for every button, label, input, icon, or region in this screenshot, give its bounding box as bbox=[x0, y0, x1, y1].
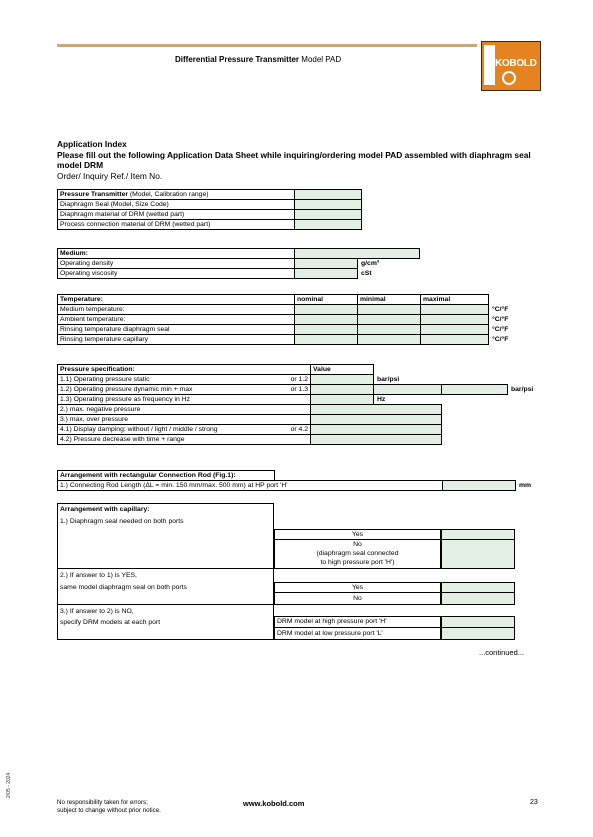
col-nominal: nominal bbox=[295, 295, 358, 305]
col-minimal: minimal bbox=[358, 295, 421, 305]
rinsing-capillary-minimal-input[interactable] bbox=[358, 335, 421, 345]
diaphragm-material-input[interactable] bbox=[295, 210, 362, 220]
table-row bbox=[58, 295, 519, 305]
table-row bbox=[58, 385, 538, 395]
medium-temp-maximal-input[interactable] bbox=[421, 305, 489, 315]
display-damping-input[interactable] bbox=[311, 425, 442, 435]
rinsing-seal-nominal-input[interactable] bbox=[295, 325, 358, 335]
drm-low-input[interactable] bbox=[441, 627, 515, 640]
row-label: Ambient temperature: bbox=[58, 315, 295, 325]
q1-no-note-2: to high pressure port 'H') bbox=[320, 559, 395, 566]
q1-no-input[interactable] bbox=[441, 539, 515, 569]
q3-low-label: DRM model at low pressure port 'L' bbox=[277, 630, 383, 637]
pressure-dynamic-extra-input[interactable] bbox=[442, 385, 508, 395]
table-row bbox=[58, 220, 362, 230]
table-row bbox=[58, 269, 450, 279]
q1-yes-label: Yes bbox=[351, 531, 364, 538]
transmitter-header: Pressure Transmitter (Model, Calibration range) bbox=[58, 190, 295, 200]
row-label: 4.2) Pressure decrease with time + range bbox=[58, 435, 311, 445]
q2-no-input[interactable] bbox=[441, 592, 515, 605]
pressure-table bbox=[57, 364, 538, 445]
capillary-header: Arrangement with capillary: bbox=[60, 506, 150, 513]
medium-header: Medium: bbox=[58, 249, 295, 259]
side-date: 2/05 - 2024 bbox=[6, 772, 12, 798]
q1-no-note-1: (diaphragm seal connected bbox=[316, 550, 399, 557]
rect-rod-table bbox=[57, 470, 546, 491]
intro-instruction: Please fill out the following Application Data Sheet while inquiring/ordering model PAD assembled with diaphragm seal model DRM bbox=[57, 149, 531, 171]
ambient-temp-nominal-input[interactable] bbox=[295, 315, 358, 325]
unit-label: Hz bbox=[377, 396, 386, 403]
pressure-dynamic-min-input[interactable] bbox=[311, 385, 374, 395]
rect-rod-header: Arrangement with rectangular Connection Rod (Fig.1): bbox=[58, 471, 275, 481]
capillary-q1: 1.) Diaphragm seal needed on both ports bbox=[60, 518, 184, 525]
unit-label: mm bbox=[519, 482, 532, 489]
medium-temp-nominal-input[interactable] bbox=[295, 305, 358, 315]
table-row bbox=[58, 395, 538, 405]
unit-label: bar/psi bbox=[511, 386, 534, 393]
row-label: Diaphragm Seal (Model, Size Code) bbox=[58, 200, 295, 210]
unit-label: °C/°F bbox=[492, 316, 509, 323]
table-row bbox=[58, 481, 546, 491]
unit-label: °C/°F bbox=[492, 326, 509, 333]
row-label: Rinsing temperature diaphragm seal bbox=[58, 325, 295, 335]
pressure-frequency-input[interactable] bbox=[311, 395, 374, 405]
table-row bbox=[58, 415, 538, 425]
table-row bbox=[58, 305, 519, 315]
temperature-table bbox=[57, 294, 519, 345]
negative-pressure-input[interactable] bbox=[311, 405, 442, 415]
table-row bbox=[58, 325, 519, 335]
transmitter-input[interactable] bbox=[295, 190, 362, 200]
table-row bbox=[58, 315, 519, 325]
table-row bbox=[58, 249, 450, 259]
table-row bbox=[58, 435, 538, 445]
capillary-q3b: specify DRM models at each port bbox=[60, 619, 161, 626]
row-label: Rinsing temperature capillary bbox=[58, 335, 295, 345]
disclaimer-line-2: subject to change without prior notice. bbox=[57, 807, 161, 814]
footer-disclaimer bbox=[57, 799, 161, 815]
kobold-logo bbox=[481, 41, 541, 91]
ambient-temp-maximal-input[interactable] bbox=[421, 315, 489, 325]
page-number: 23 bbox=[530, 799, 538, 806]
unit-label: bar/psi bbox=[377, 375, 400, 383]
table-row bbox=[58, 375, 538, 385]
rinsing-capillary-maximal-input[interactable] bbox=[421, 335, 489, 345]
col-maximal: maximal bbox=[421, 295, 489, 305]
pressure-dynamic-max-input[interactable] bbox=[374, 385, 442, 395]
temperature-header: Temperature: bbox=[58, 295, 295, 305]
col-value: Value bbox=[311, 365, 374, 375]
table-row bbox=[58, 405, 538, 415]
document-title: Differential Pressure Transmitter Model PAD bbox=[175, 55, 342, 64]
rod-length-input[interactable] bbox=[443, 481, 516, 491]
row-label: 1.3) Operating pressure as frequency in Hz bbox=[58, 395, 311, 405]
rinsing-seal-maximal-input[interactable] bbox=[421, 325, 489, 335]
table-row bbox=[58, 200, 362, 210]
q1-no-label: No bbox=[353, 541, 362, 548]
table-row bbox=[58, 190, 362, 200]
medium-temp-minimal-input[interactable] bbox=[358, 305, 421, 315]
capillary-q2b: same model diaphragm seal on both ports bbox=[60, 584, 187, 591]
intro-block bbox=[57, 139, 537, 181]
row-label: 1.) Connecting Rod Length (ΔL = min. 150 mm/max. 500 mm) at HP port 'H' bbox=[58, 481, 443, 491]
table-row bbox=[58, 471, 546, 481]
table-row bbox=[58, 210, 362, 220]
logo-text: KOBOLD bbox=[495, 58, 537, 69]
disclaimer-line-1: No responsibility taken for errors; bbox=[57, 799, 148, 806]
pressure-static-input[interactable] bbox=[311, 375, 374, 385]
intro-heading: Application Index bbox=[57, 139, 127, 149]
medium-input[interactable] bbox=[295, 249, 420, 259]
table-row bbox=[58, 259, 450, 269]
over-pressure-input[interactable] bbox=[311, 415, 442, 425]
capillary-q2a: 2.) If answer to 1) is YES, bbox=[60, 572, 137, 579]
capillary-q3a: 3.) If answer to 2) is NO, bbox=[60, 608, 134, 615]
unit-label: °C/°F bbox=[492, 336, 509, 343]
row-label: Diaphragm material of DRM (wetted part) bbox=[58, 210, 295, 220]
pressure-header: Pressure specification: bbox=[58, 365, 311, 375]
diaphragm-seal-input[interactable] bbox=[295, 200, 362, 210]
row-label: 1.1) Operating pressure static or 1.2 bbox=[58, 375, 311, 385]
logo-k-mark bbox=[484, 45, 495, 85]
unit-label: cSt bbox=[361, 270, 372, 277]
row-label: Process connection material of DRM (wetted part) bbox=[58, 220, 295, 230]
row-label: Operating density bbox=[58, 259, 295, 269]
ambient-temp-minimal-input[interactable] bbox=[358, 315, 421, 325]
row-label: 2.) max. negative pressure bbox=[58, 405, 311, 415]
viscosity-input[interactable] bbox=[295, 269, 358, 279]
continued-note: ...continued... bbox=[479, 648, 525, 657]
unit-label: °C/°F bbox=[492, 306, 509, 313]
process-connection-input[interactable] bbox=[295, 220, 362, 230]
unit-label: g/cm³ bbox=[361, 260, 380, 268]
row-label: Medium temperature: bbox=[58, 305, 295, 315]
logo-ring bbox=[502, 71, 516, 85]
row-label: 4.1) Display damping: without / light / middle / strong or 4.2 bbox=[58, 425, 311, 435]
density-input[interactable] bbox=[295, 259, 358, 269]
medium-table bbox=[57, 248, 450, 279]
row-label: 3.) max. over pressure bbox=[58, 415, 311, 425]
table-row bbox=[58, 365, 538, 375]
rinsing-capillary-nominal-input[interactable] bbox=[295, 335, 358, 345]
q3-high-label: DRM model at high pressure port 'H' bbox=[277, 618, 387, 625]
row-label: 1.2) Operating pressure dynamic min + max or 1.3 bbox=[58, 385, 311, 395]
q2-yes-label: Yes bbox=[351, 584, 364, 591]
transmitter-table bbox=[57, 189, 362, 230]
row-label: Operating viscosity bbox=[58, 269, 295, 279]
pressure-decrease-input[interactable] bbox=[311, 435, 442, 445]
order-ref-label: Order/ Inquiry Ref./ Item No. bbox=[57, 170, 163, 181]
rinsing-seal-minimal-input[interactable] bbox=[358, 325, 421, 335]
header-rule bbox=[57, 44, 477, 47]
website-link[interactable]: www.kobold.com bbox=[243, 799, 305, 808]
table-row bbox=[58, 335, 519, 345]
q2-no-label: No bbox=[353, 595, 362, 602]
table-row bbox=[58, 425, 538, 435]
